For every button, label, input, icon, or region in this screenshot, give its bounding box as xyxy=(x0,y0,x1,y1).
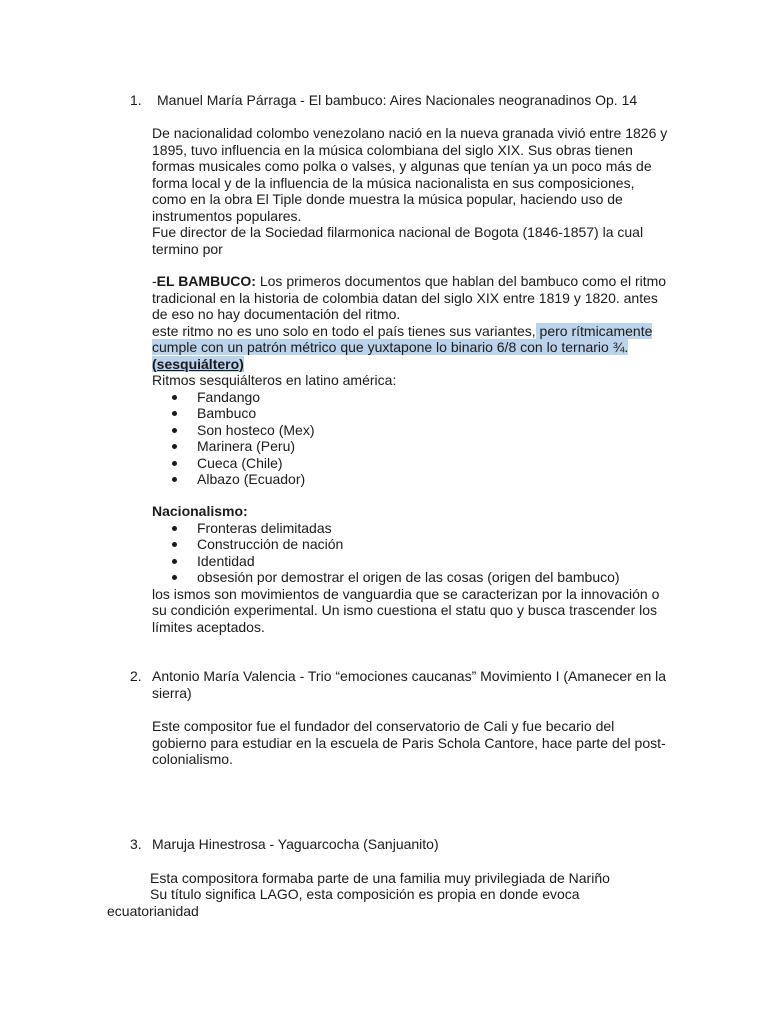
text-line xyxy=(152,356,672,373)
bambuco-paragraph xyxy=(152,273,672,488)
section-3-number: 3. xyxy=(130,836,142,852)
nacionalismo-title: Nacionalismo: xyxy=(152,503,248,519)
list-item: Bambuco xyxy=(152,405,672,422)
list-item: Albazo (Ecuador) xyxy=(152,471,672,488)
section-1-number: 1. xyxy=(130,92,142,108)
bullet-icon xyxy=(172,461,177,466)
text-line: colonialismo. xyxy=(152,751,233,767)
bambuco-prefix: - xyxy=(152,273,157,289)
text-line: de eso no hay documentación del ritmo. xyxy=(152,306,401,322)
section-3-line-3: ecuatorianidad xyxy=(107,903,199,919)
section-2-paragraph xyxy=(152,718,672,768)
text-line xyxy=(152,323,672,340)
text-line: Fue director de la Sociedad filarmonica nacional de Bogota (1846-1857) la cual xyxy=(152,224,644,240)
text-line: formas musicales como polka o valses, y algunas que tenían ya un poco más de xyxy=(152,158,652,174)
bullet-icon xyxy=(172,395,177,400)
section-2-number: 2. xyxy=(130,668,142,684)
bullet-icon xyxy=(172,477,177,482)
bambuco-line1-rest: Los primeros documentos que hablan del bambuco como el ritmo xyxy=(255,273,667,289)
list-item: Son hosteco (Mex) xyxy=(152,422,672,439)
text-line: Antonio María Valencia - Trio “emociones caucanas” Movimiento I (Amanecer en la xyxy=(152,668,667,684)
bullet-icon xyxy=(172,444,177,449)
text-line: sierra) xyxy=(152,684,192,701)
section-1-intro-paragraph xyxy=(152,125,672,257)
bambuco-line4-plain: este ritmo no es uno solo en todo el país tienes sus variantes, xyxy=(152,322,536,339)
bullet-icon xyxy=(172,428,177,433)
list-item: Identidad xyxy=(152,553,672,570)
text-line xyxy=(152,273,672,290)
text-line: termino por xyxy=(152,240,223,257)
bullet-icon xyxy=(172,559,177,564)
section-3-line-1: Esta compositora formaba parte de una familia muy privilegiada de Nariño xyxy=(150,870,610,886)
sesquialtero-label: (sesquiáltero) xyxy=(152,355,244,372)
text-line xyxy=(152,339,672,356)
list-item: Fandango xyxy=(152,389,672,406)
ritmos-list xyxy=(152,389,672,488)
list-item: Construcción de nación xyxy=(152,536,672,553)
list-item: Cueca (Chile) xyxy=(152,455,672,472)
list-item: Marinera (Peru) xyxy=(152,438,672,455)
section-2-heading xyxy=(152,668,672,701)
list-item: obsesión por demostrar el origen de las cosas (origen del bambuco) xyxy=(152,569,672,586)
text-line: límites aceptados. xyxy=(152,618,265,635)
highlighted-text: cumple con un patrón métrico que yuxtapone lo binario 6/8 con lo ternario ¾. xyxy=(152,339,629,355)
text-line: forma local y de la influencia de la música nacionalista en sus composiciones, xyxy=(152,174,635,191)
bullet-icon xyxy=(172,575,177,580)
text-line: tradicional en la historia de colombia datan del siglo XIX entre 1819 y 1820. antes xyxy=(152,289,658,306)
section-3-heading: Maruja Hinestrosa - Yaguarcocha (Sanjuanito) xyxy=(152,836,439,852)
text-line: los ismos son movimientos de vanguardia que se caracterizan por la innovación o xyxy=(152,585,660,602)
bambuco-title: EL BAMBUCO: xyxy=(156,273,256,289)
nacionalismo-block xyxy=(152,503,672,635)
list-item: Fronteras delimitadas xyxy=(152,520,672,537)
bullet-icon xyxy=(172,411,177,416)
bullet-icon xyxy=(172,526,177,531)
highlighted-text: pero rítmicamente xyxy=(535,322,653,339)
text-line: Este compositor fue el fundador del conservatorio de Cali y fue becario del xyxy=(152,718,615,734)
text-line: 1895, tuvo influencia en la música colombiana del siglo XIX. Sus obras tienen xyxy=(152,141,633,158)
text-line: como en la obra El Tiple donde muestra la música popular, haciendo uso de xyxy=(152,191,623,207)
bullet-icon xyxy=(172,542,177,547)
text-line: su condición experimental. Un ismo cuestiona el statu quo y busca trascender los xyxy=(152,602,658,618)
ritmos-intro: Ritmos sesquiálteros en latino américa: xyxy=(152,372,397,388)
text-line: instrumentos populares. xyxy=(152,207,302,224)
text-line: gobierno para estudiar en la escuela de Paris Schola Cantore, hace parte del post- xyxy=(152,734,666,751)
section-1-heading: Manuel María Párraga - El bambuco: Aires Nacionales neogranadinos Op. 14 xyxy=(157,92,638,108)
section-3-line-2: Su título significa LAGO, esta composición es propia en donde evoca xyxy=(150,886,580,902)
nacionalismo-list xyxy=(152,520,672,586)
text-line: De nacionalidad colombo venezolano nació en la nueva granada vivió entre 1826 y xyxy=(152,125,668,141)
